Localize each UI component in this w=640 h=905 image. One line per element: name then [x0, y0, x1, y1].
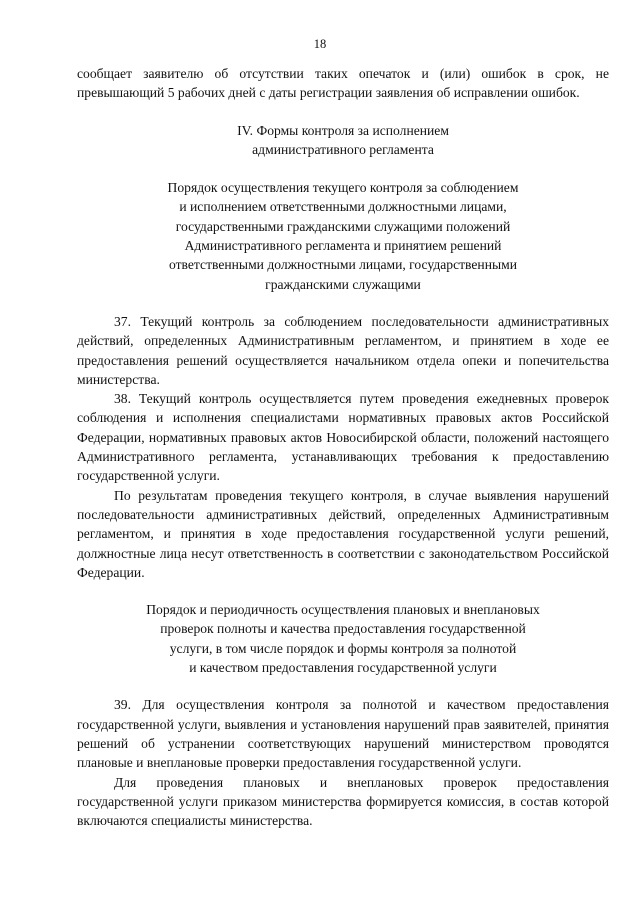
subheading-line: и качеством предоставления государственной услуги [189, 660, 497, 676]
subheading-line: государственными гражданскими служащими положений [175, 218, 511, 234]
paragraph-37: 37. Текущий контроль за соблюдением последовательности административных действий, определенных Административным регламентом, и принятием в ходе ее предоставления решений осуществляется начальником отдела опеки и попечительства министерства. [77, 313, 609, 387]
paragraph-38: 38. Текущий контроль осуществляется путем проведения ежедневных проверок соблюдения и исполнения специалистами нормативных правовых актов Российской Федерации, нормативных правовых актов Новосибирской области, положений настоящего Административного регламента, устанавливающих требования к предоставлению государственной услуги. [77, 391, 609, 484]
page-content [77, 64, 609, 830]
subheading-inspections [77, 600, 609, 677]
paragraph-38-continued: По результатам проведения текущего контроля, в случае выявления нарушений последовательности административных действий, определенных Административным регламентом, и принятия в ходе предоставления государственной услуги решений, должностные лица несут ответственность в соответствии с законодательством Российской Федерации. [77, 487, 609, 580]
subheading-line: Порядок осуществления текущего контроля за соблюдением [167, 180, 519, 196]
intro-paragraph: сообщает заявителю об отсутствии таких опечаток и (или) ошибок в срок, не превышающий 5 рабочих дней с даты регистрации заявления об исправлении ошибок. [77, 66, 609, 101]
subheading-line: Порядок и периодичность осуществления плановых и внеплановых [146, 602, 540, 618]
paragraph-39-continued: Для проведения плановых и внеплановых проверок предоставления государственной услуги приказом министерства формируется комиссия, в состав которой включаются специалисты министерства. [77, 774, 609, 829]
section-title-line: IV. Формы контроля за исполнением [237, 122, 449, 138]
subheading-line: услуги, в том числе порядок и формы контроля за полнотой [169, 640, 517, 656]
paragraph-39: 39. Для осуществления контроля за полнотой и качеством предоставления государственной услуги, выявления и установления нарушений прав заявителей, принятия решений об устранении соответствующих нарушений министерством проводятся плановые и внеплановые проверки предоставления государственной услуги. [77, 697, 609, 771]
subheading-line: гражданскими служащими [265, 276, 421, 292]
section-title [77, 121, 609, 160]
subheading-line: и исполнением ответственными должностными лицами, [179, 199, 507, 215]
section-title-line: административного регламента [252, 141, 434, 157]
subheading-line: Административного регламента и принятием решений [184, 238, 502, 254]
subheading-line: проверок полноты и качества предоставления государственной [160, 621, 526, 637]
page-number: 18 [313, 37, 327, 51]
subheading-current-control [77, 178, 609, 294]
subheading-line: ответственными должностными лицами, государственными [169, 257, 517, 273]
